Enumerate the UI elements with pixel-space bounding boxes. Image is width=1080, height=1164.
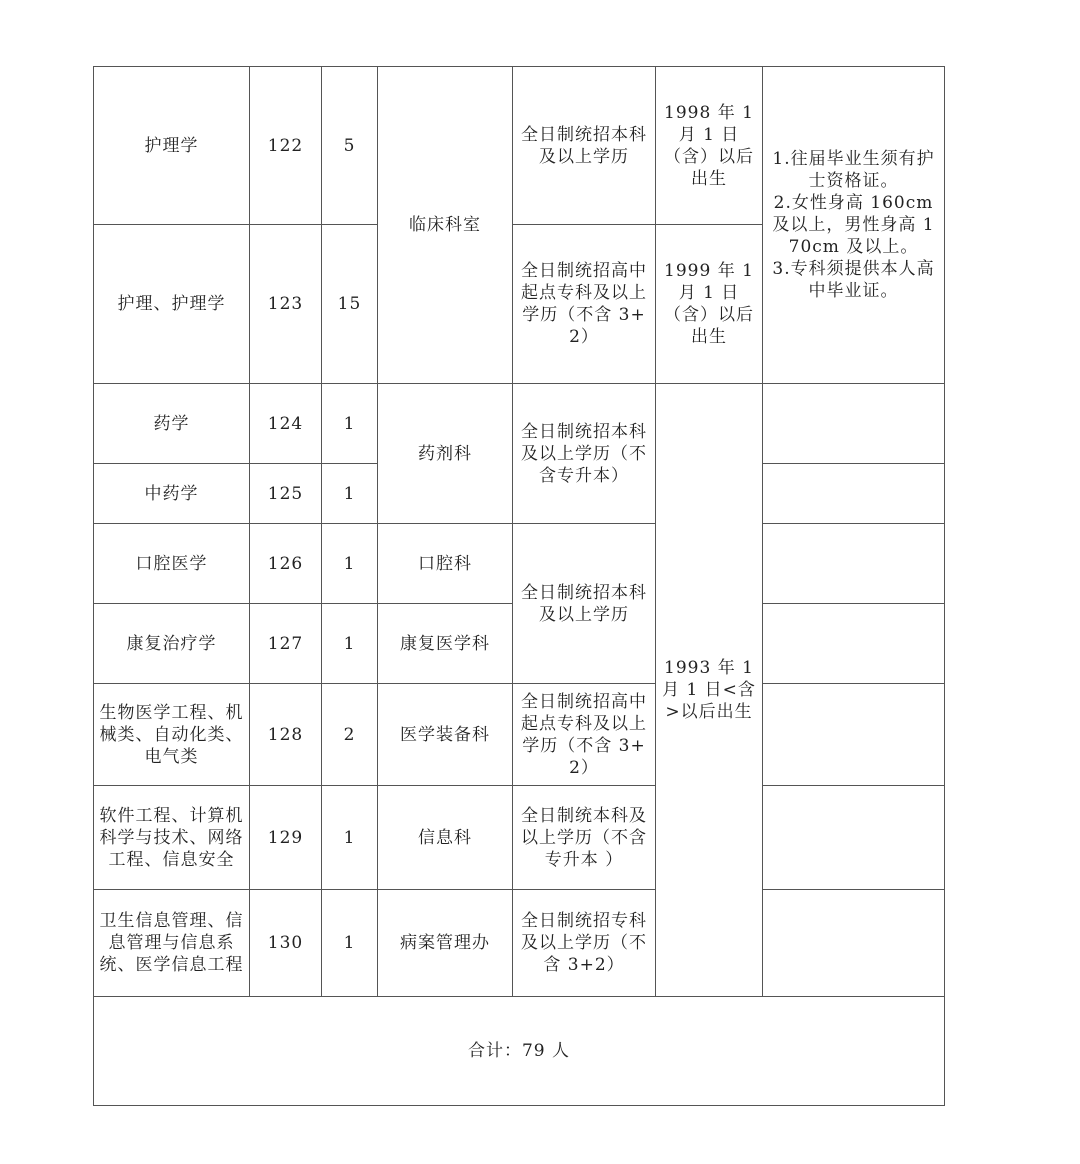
- department-cell: 信息科: [378, 786, 513, 890]
- total-cell: 合计：79 人: [94, 997, 945, 1106]
- position-code-cell: 124: [250, 384, 322, 464]
- education-cell: 全日制统招专科及以上学历（不含 3+2）: [513, 890, 656, 997]
- recruitment-table: [93, 66, 945, 1106]
- department-cell: 口腔科: [378, 524, 513, 604]
- other-requirements-cell: 1.往届毕业生须有护士资格证。 2.女性身高 160cm 及以上，男性身高 170cm 及以上。 3.专科须提供本人高中毕业证。: [763, 67, 945, 384]
- headcount-cell: 1: [322, 604, 378, 684]
- position-code-cell: 122: [250, 67, 322, 225]
- headcount-cell: 1: [322, 786, 378, 890]
- position-code-cell: 128: [250, 684, 322, 786]
- headcount-cell: 1: [322, 524, 378, 604]
- other-requirements-cell: [763, 684, 945, 786]
- major-cell: 药学: [94, 384, 250, 464]
- major-cell: 护理、护理学: [94, 225, 250, 384]
- other-requirements-cell: [763, 524, 945, 604]
- headcount-cell: 1: [322, 464, 378, 524]
- position-code-cell: 123: [250, 225, 322, 384]
- table-row: [94, 890, 945, 997]
- headcount-cell: 1: [322, 890, 378, 997]
- position-code-cell: 127: [250, 604, 322, 684]
- major-cell: 护理学: [94, 67, 250, 225]
- table-row: [94, 384, 945, 464]
- headcount-cell: 1: [322, 384, 378, 464]
- other-requirements-cell: [763, 604, 945, 684]
- table-row: [94, 67, 945, 225]
- other-requirements-cell: [763, 464, 945, 524]
- department-cell: 临床科室: [378, 67, 513, 384]
- education-cell: 全日制统招本科及以上学历: [513, 67, 656, 225]
- birth-requirement-cell: 1993 年 1 月 1 日<含>以后出生: [656, 384, 763, 997]
- other-requirements-cell: [763, 890, 945, 997]
- education-cell: 全日制统本科及以上学历（不含专升本 ）: [513, 786, 656, 890]
- department-cell: 药剂科: [378, 384, 513, 524]
- birth-requirement-cell: 1999 年 1 月 1 日（含）以后出生: [656, 225, 763, 384]
- major-cell: 软件工程、计算机科学与技术、网络工程、信息安全: [94, 786, 250, 890]
- other-requirements-cell: [763, 786, 945, 890]
- education-cell: 全日制统招高中起点专科及以上学历（不含 3+2）: [513, 225, 656, 384]
- table-row: [94, 997, 945, 1106]
- major-cell: 卫生信息管理、信息管理与信息系统、医学信息工程: [94, 890, 250, 997]
- table-row: [94, 684, 945, 786]
- major-cell: 康复治疗学: [94, 604, 250, 684]
- headcount-cell: 15: [322, 225, 378, 384]
- headcount-cell: 2: [322, 684, 378, 786]
- major-cell: 生物医学工程、机械类、自动化类、电气类: [94, 684, 250, 786]
- headcount-cell: 5: [322, 67, 378, 225]
- other-requirements-cell: [763, 384, 945, 464]
- table-row: [94, 786, 945, 890]
- education-cell: 全日制统招本科及以上学历（不含专升本）: [513, 384, 656, 524]
- position-code-cell: 129: [250, 786, 322, 890]
- education-cell: 全日制统招本科及以上学历: [513, 524, 656, 684]
- position-code-cell: 125: [250, 464, 322, 524]
- department-cell: 医学装备科: [378, 684, 513, 786]
- position-code-cell: 126: [250, 524, 322, 604]
- position-code-cell: 130: [250, 890, 322, 997]
- major-cell: 中药学: [94, 464, 250, 524]
- major-cell: 口腔医学: [94, 524, 250, 604]
- table-row: [94, 524, 945, 604]
- department-cell: 康复医学科: [378, 604, 513, 684]
- department-cell: 病案管理办: [378, 890, 513, 997]
- birth-requirement-cell: 1998 年 1 月 1 日（含）以后出生: [656, 67, 763, 225]
- education-cell: 全日制统招高中起点专科及以上学历（不含 3+2）: [513, 684, 656, 786]
